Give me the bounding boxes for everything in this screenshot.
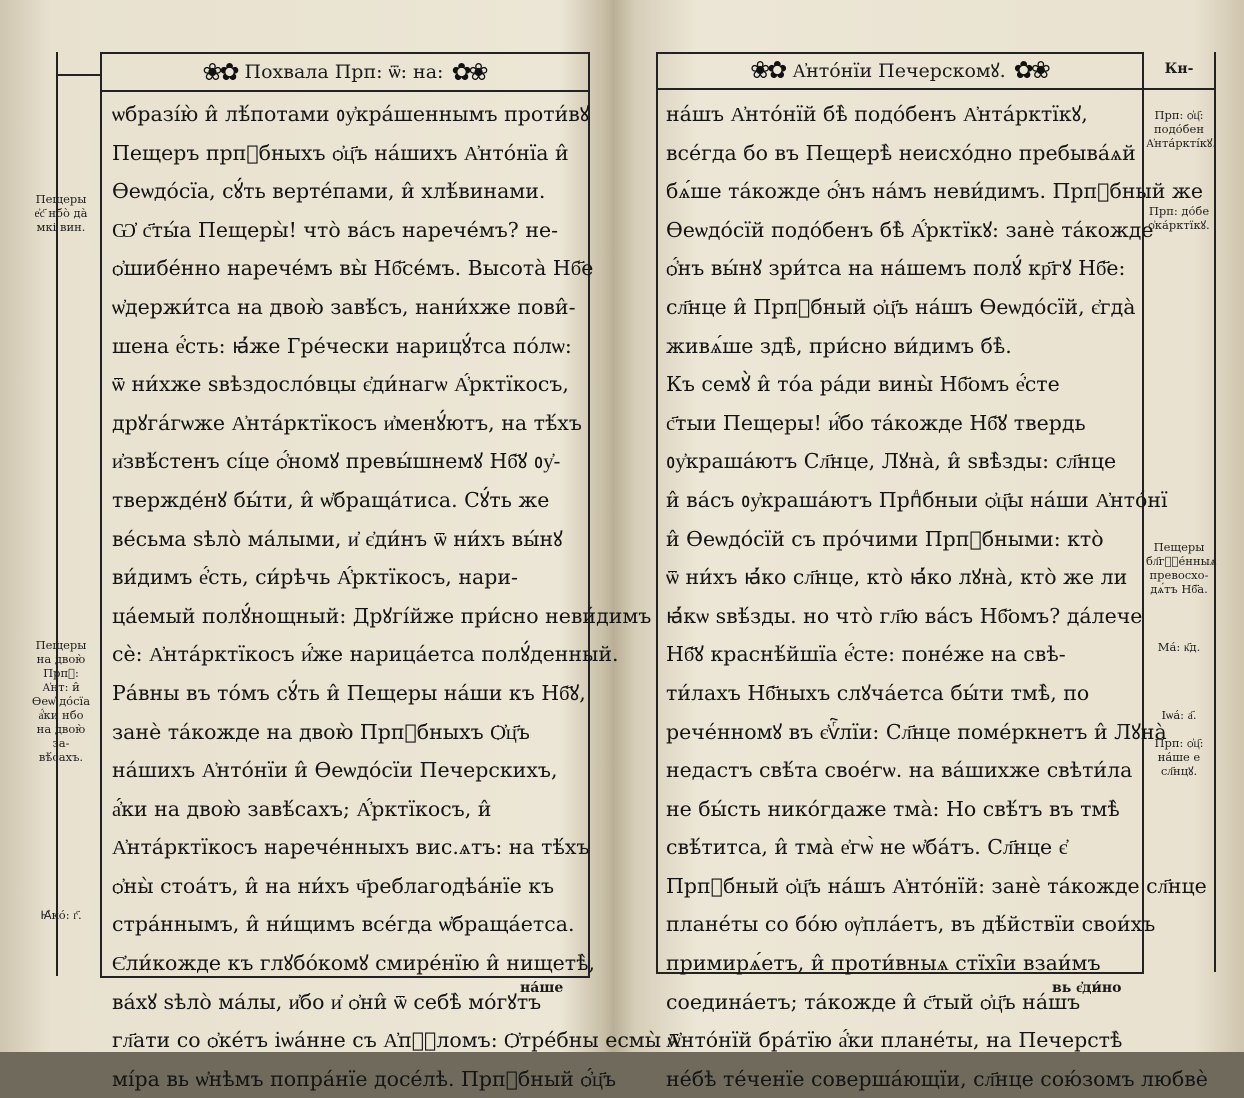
right-marginal-note: Пещеры бл҃гⷭ҇е́нныѧ превосхо- дѧ́тъ Нб҃а. [1146,540,1217,596]
text-line: Ѳеѡдо́сїа, сꙋ́ть верте́пами, и̂ хлѣ́винами. [112,179,546,204]
text-line: ѡ҆держи́тса на двою̀ завѣ́съ, нани́хже пови̂- [112,294,576,319]
text-line: ве́сьма ѕѣло̀ ма́лыми, и҆ є҆ди́нъ ѿ ни́хъ вы́нꙋ [112,526,563,551]
text-line: плане́ты со бо́ю ѹ҆пла́етъ, въ дѣ́йствїи свои́хъ [666,912,1156,937]
text-line: дрꙋга́гѡже А҆нта́рктїкосъ и҆менꙋ́ютъ, на тѣ́хъ [112,410,582,435]
right-marginal-note: Ма́: к҃д. [1157,640,1201,654]
text-line: Ѳеѡдо́сїй подо́бенъ бѣ̀ А҆́рктїкꙋ: занѐ та́кожде [666,217,1154,242]
right-marginal-note: Прп: ѻ҆ц҃: на́ше е сл҃нцꙋ. [1154,736,1204,778]
text-line: ꙗ҆́кѡ ѕвѣ́зды. но что̀ гл҃ю ва́съ Нб҃омъ? да́лече [666,603,1143,628]
text-line: а҆́ки на двою̀ завѣ́сахъ; А҆́рктїкосъ, и̂ [112,796,492,821]
text-line: гл҃ати со ѻ҆ке́тъ іѡа́нне съ А҆пⷭ҇ломъ: Ѻ҆тре́бны есмы̀ ѿ [112,1028,681,1053]
text-line: ви́димъ е҆́сть, си́рѣчь А҆́рктїкосъ, нари- [112,565,518,590]
left-marginal-note: Пещеры на двою̀ Прпⷣ: А҆нт: и̂ Ѳеѡ҆ до́сїа а҆́ки нбо на двою̀ за- вѣ́сахъ. [31,638,91,764]
text-line: ѻ҆́нъ вы́нꙋ зри́тса на на́шемъ полꙋ́ кр҃гꙋ Нб҃е: [666,256,1126,281]
text-line: на́шъ А҆нто́нїй бѣ̀ подо́бенъ А҆нта́рктїкꙋ, [666,102,1088,126]
right-marginal-note: Іѡа́: а҃. [1161,708,1197,722]
text-line: Ра́вны въ то́мъ сꙋ́ть и̂ Пещеры на́ши къ Нб҃ꙋ, [112,680,586,705]
text-line: ѻ҆шибе́нно нарече́мъ вы̀ Нб҃се́мъ. Высота̀ Нб҃е [112,256,594,281]
text-line: ва́хꙋ ѕѣло̀ ма́лы, и҆бо и҆ ѻ҆ни̂ ѿ себѣ̀ мо́гꙋтъ [112,989,542,1014]
text-line: ѻ҆ны̀ стоа́тъ, и̂ на ни́хъ ч҃реблагодѣа́нїе къ [112,873,555,898]
right-catchword: вь є҆ди́но [1052,980,1122,996]
left-header-title: Похвала Прп: ѿ: на: [244,60,444,83]
text-line: с҃тыи Пещеры! и҆́бо та́кожде Нб҃ꙋ твердь [666,410,1086,435]
text-line: и̂ ва́съ ᲂу҆краша́ютъ Прпⷣбныи ѻ҆ц҃ы на́ши А҆нто́нї [666,487,1168,512]
text-line: на́шихъ А҆нто́нїи и̂ Ѳеѡдо́сїи Печерскихъ, [112,758,558,783]
left-catchword: на́ше [520,980,564,996]
text-line: свѣ́титса, и̂ тма̀ е҆гѡ̀ не ѡ҆ба́тъ. Сл҃нце є҆ [666,835,1068,860]
ornament-icon: ✿❀ [1013,56,1048,84]
right-marginal-note: Прп: до́бе ѻ҆ка́рктїкꙋ. [1148,204,1210,232]
right-header-title: А҆нто́нїи Печерскомꙋ. [792,60,1006,82]
text-line: Ѡ҆ с҃ты́а Пещеры̀! что̀ ва́съ нарече́мъ? не- [112,217,559,242]
right-outer-rule [1214,52,1216,972]
right-header-rule [656,88,1142,90]
text-line: Къ семꙋ̀ и̂ то́а ра́ди вины̀ Нб҃омъ е҆́сте [666,372,1060,397]
text-line: занѐ та́кожде на двою̀ Прпⷣбныхъ Ѻ҆ц҃ъ [112,719,530,744]
text-line: рече́нномꙋ въ є҆ѵⷢ҇лїи: Сл҃нце поме́ркнетъ и̂ Лꙋна̀ [666,719,1167,744]
ornament-icon: ❀✿ [202,58,237,86]
text-line: стра́ннымъ, и̂ ни́щимъ все́гда ѡ҆браща́етса. [112,912,575,937]
text-line: шена е҆́сть: ꙗ҆́же Гре́чески нарицꙋ́тса по́лѡ: [112,333,572,358]
left-body-text [112,95,681,1098]
text-line: мі́ра вь ѡ҆нѣмъ попра́нїе досе́лѣ. Прпⷣбный ѻ҆́ц҃ъ [112,1066,617,1091]
text-line: твержде́нꙋ бы́ти, и̂ ѡ҆браща́тиса. Сꙋ́ть же [112,487,550,512]
right-page [622,0,1244,1091]
left-margin-rule [56,52,58,976]
right-side-header: Кн- [1164,61,1194,77]
left-marginal-note: Пещеры е҆с҃ нбо̀ да̀ мкі вин. [34,192,88,234]
text-line: А҆нто́нїй бра́тїю а҆́ки плане́ты, на Печерстѣ̀ [666,1028,1123,1053]
text-line: все́гда бо въ Пещерѣ̀ неисхо́дно пребыва́ѧй [666,140,1136,165]
text-line: ᲂу҆краша́ютъ Сл҃нце, Лꙋна̀, и̂ ѕвѣ̀зды: сл҃нце [666,449,1117,474]
ornament-icon: ✿❀ [451,58,486,86]
right-running-header [658,54,1140,86]
text-line: и҆звѣ́стенъ сі́це ѻ҆́номꙋ превы́шнемꙋ Нб҃ꙋ ᲂу҆- [112,449,561,474]
right-margin-header-rule [1142,88,1216,90]
text-line: Пещеръ прпⷣбныхъ ѻ҆ц҃ъ на́шихъ А҆нто́нїа и̂ [112,140,569,165]
text-line: ѿ ни́хъ ꙗ҆́ко сл҃нце, кто̀ ꙗ҆́ко лꙋна̀, кто̀ же ли [666,565,1128,590]
text-line: Є҆ли́кожде къ глꙋбо́комꙋ смире́нїю и̂ нищетѣ̀, [112,951,596,976]
text-line: живѧ́ше здѣ̀, при́сно ви́димъ бѣ̀. [666,333,1012,358]
text-line: Нб҃ꙋ краснѣ́йшїа е҆́сте: поне́же на свѣ- [666,642,1066,667]
text-line: сѐ: А҆нта́рктїкосъ и҆́же нарица́етса полꙋ́денный. [112,642,619,667]
text-line: А҆нта́рктїкосъ нарече́нныхъ вис.ѧтъ: на тѣ́хъ [112,835,590,860]
text-line: не́бѣ те́ченїе соверша́ющїи, сл҃нце сою́зомъ любвѐ [666,1066,1208,1091]
left-header-rule-margin [56,74,100,76]
left-header-rule [100,90,588,92]
text-line: недастъ свѣ́та свое́гѡ. на ва́шихже свѣти́ла [666,758,1133,783]
text-line: бѧ́ше та́кожде ѻ҆́нъ на́мъ неви́димъ. Прпⷣбный же [666,179,1203,204]
ornament-icon: ❀✿ [750,56,785,84]
text-line: соедина́етъ; та́кожде и̂ с҃тый ѻ҆ц҃ъ на́шъ [666,989,1081,1014]
left-marginal-note: Ꙗ҆ко́: г҃. [40,908,82,922]
right-marginal-note: Прп: ѻ҆ц҃: подо́бен А҆нта́ркті́кꙋ. [1146,108,1217,150]
text-line: ѡбразі́ю̀ и̂ лѣ́потами ᲂу҆кра́шеннымъ проти́вꙋ [112,102,590,126]
text-line: ца́емый полꙋ́нощный: Дрꙋгі́йже при́сно неви́димъ [112,603,652,628]
text-line: примирѧ́етъ, и̂ проти́вныѧ стїхі̑и взаи́мъ [666,951,1101,976]
text-line: ѿ ни́хже ѕвѣздосло́вцы є҆ди́нагѡ А҆́рктїкосъ, [112,372,569,397]
text-line: не бы́сть нико́гдаже тма̀: Но свѣ́тъ въ тмѣ̀ [666,796,1120,821]
text-line: сл҃нце и̂ Прпⷣбный ѻ҆ц҃ъ на́шъ Ѳеѡдо́сїй, є҆гда̀ [666,294,1136,319]
left-running-header [102,56,586,88]
text-line: ти́лахъ Нб҃ныхъ слꙋча́етса бы́ти тмѣ̀, по [666,680,1090,705]
text-line: Прпⷣбный ѻ҆ц҃ъ на́шъ А҆нто́нїй: занѐ та́кожде сл҃нце [666,873,1207,898]
text-line: и̂ Ѳеѡдо́сїй съ про́чими Прпⷣбными: кто̀ [666,526,1104,551]
